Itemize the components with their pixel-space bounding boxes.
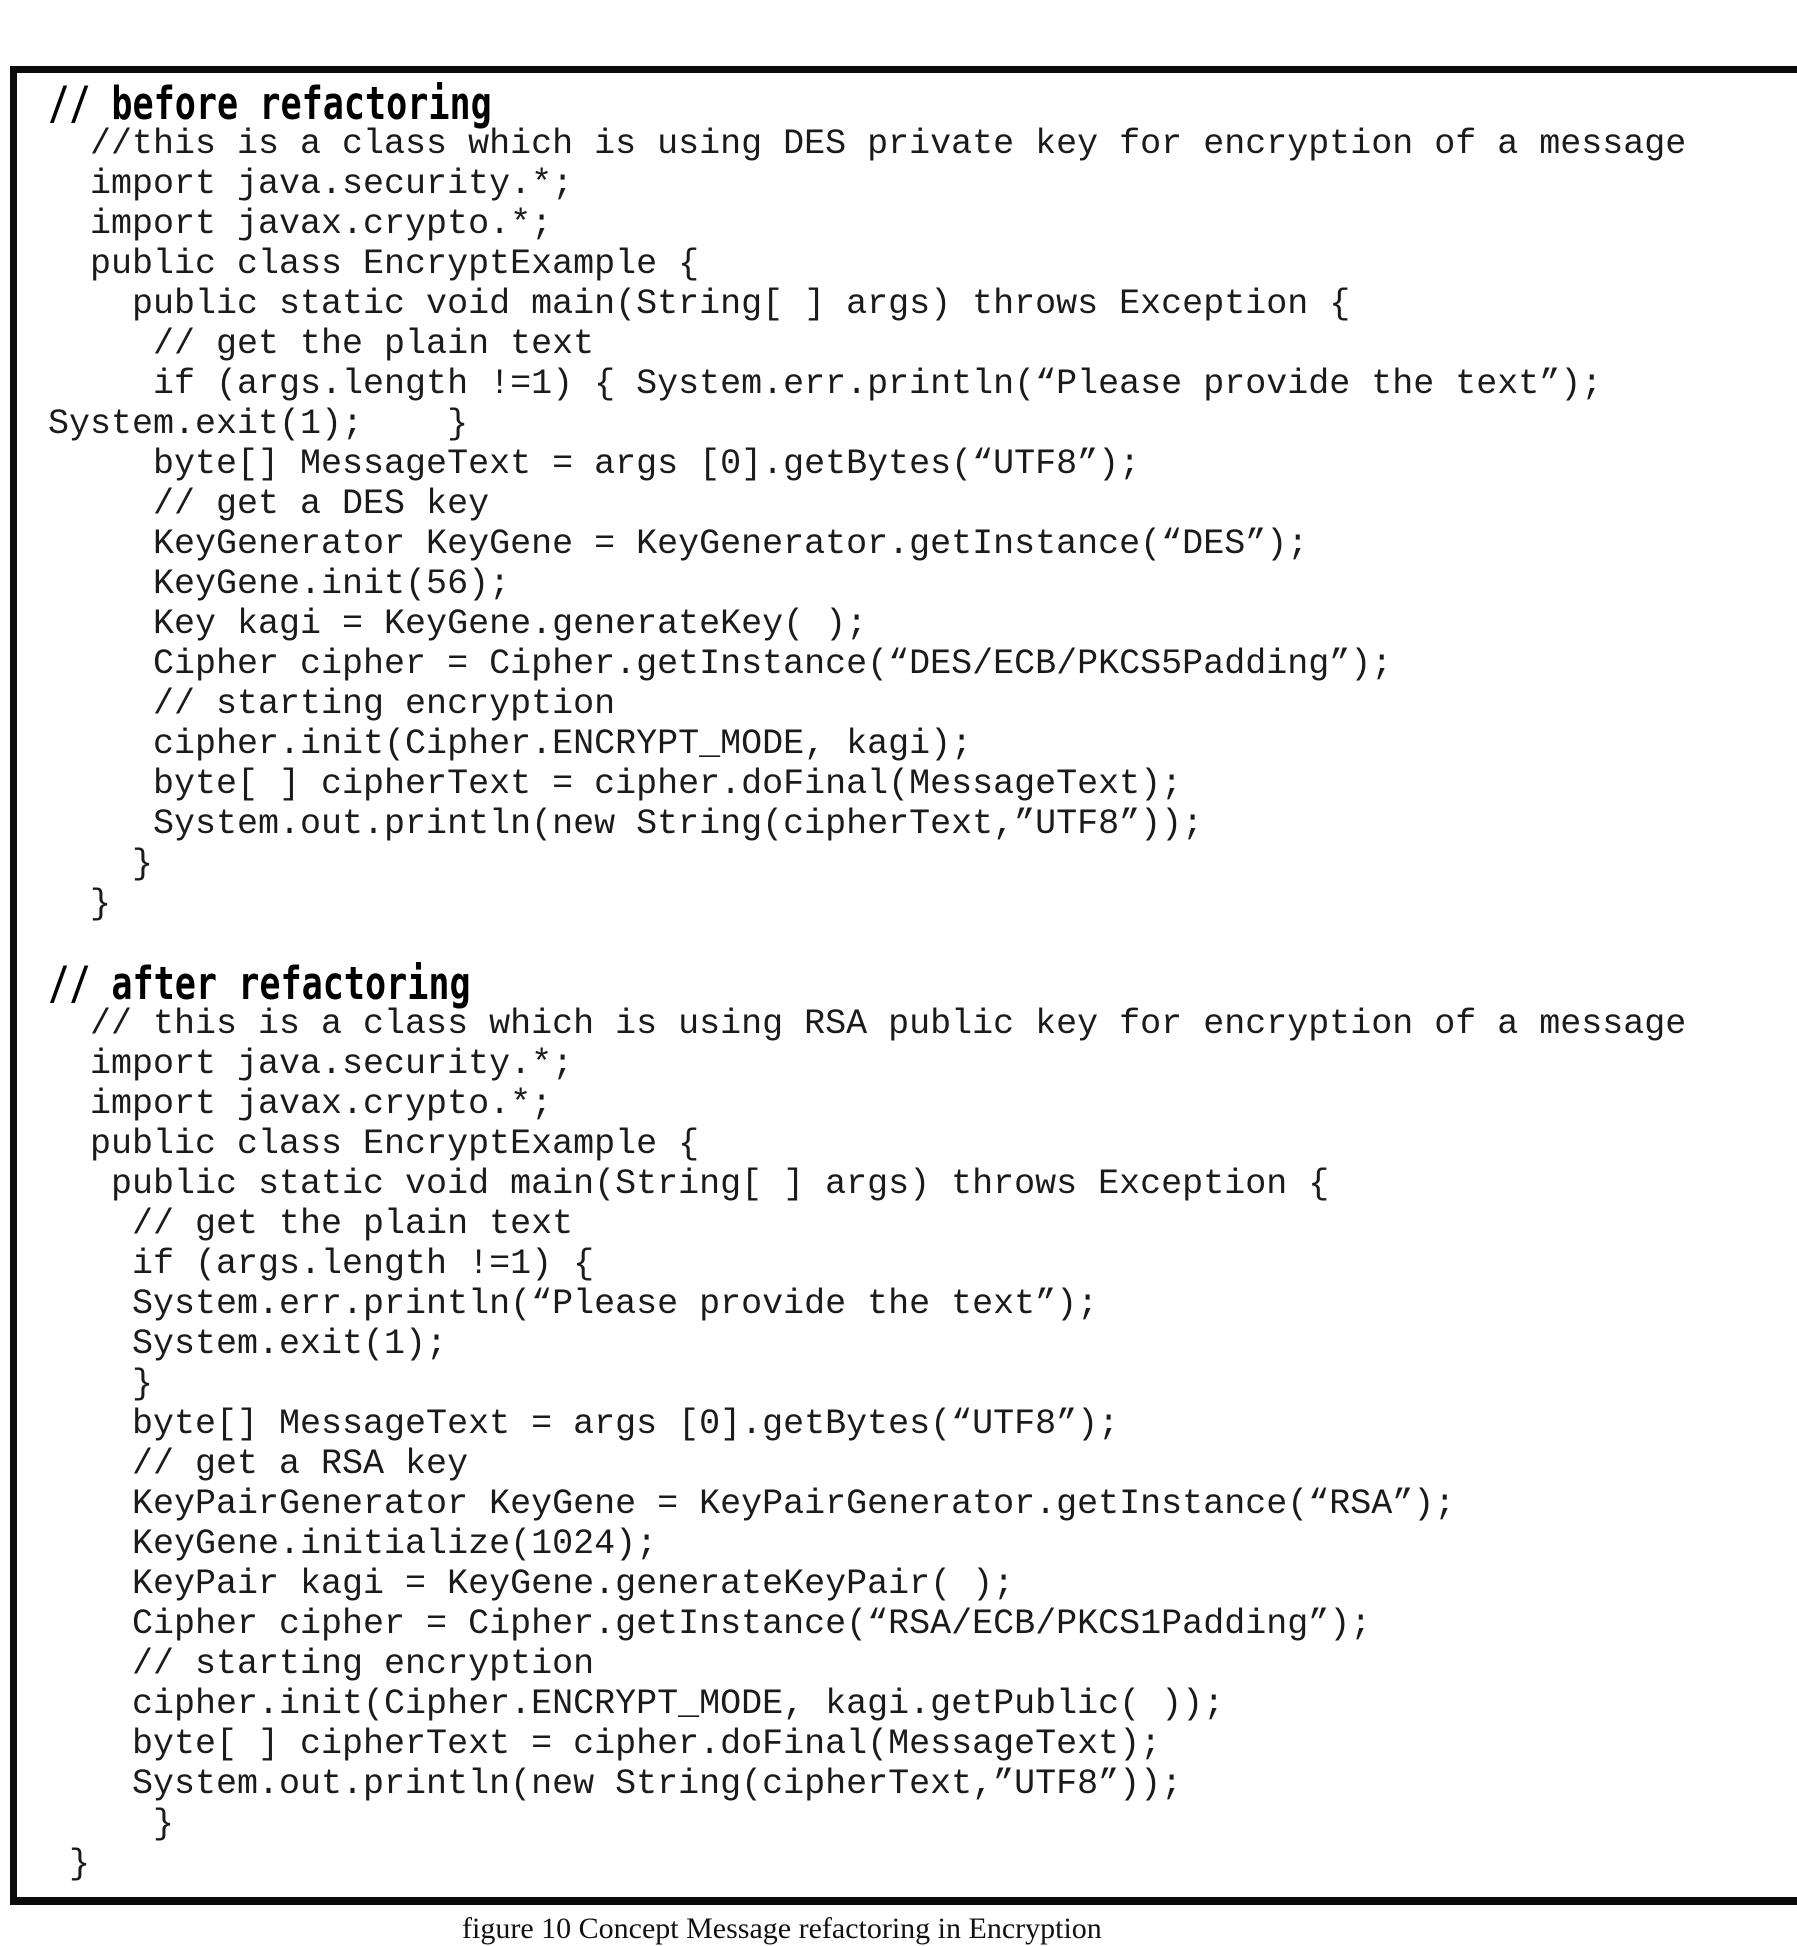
before-refactoring-header: // before refactoring <box>48 77 492 130</box>
code-line: System.exit(1); <box>48 1324 448 1364</box>
code-line: KeyGenerator KeyGene = KeyGenerator.getInstance(“DES”); <box>48 524 1309 564</box>
code-line: // get a DES key <box>48 484 490 524</box>
code-line: Cipher cipher = Cipher.getInstance(“DES/ECB/PKCS5Padding”); <box>48 644 1393 684</box>
after-code-block <box>48 1004 1686 1884</box>
code-line: KeyPair kagi = KeyGene.generateKeyPair( ); <box>48 1564 1015 1604</box>
code-line: // this is a class which is using RSA public key for encryption of a message <box>48 1004 1687 1044</box>
code-line: } <box>48 1844 91 1884</box>
code-line: System.exit(1); } <box>48 404 469 444</box>
code-line: } <box>48 1804 175 1844</box>
code-listing <box>48 77 1687 1884</box>
code-line: byte[ ] cipherText = cipher.doFinal(MessageText); <box>48 1724 1162 1764</box>
code-line: byte[] MessageText = args [0].getBytes(“UTF8”); <box>48 444 1141 484</box>
code-line: import java.security.*; <box>48 164 574 204</box>
code-line: public static void main(String[ ] args) throws Exception { <box>48 1164 1330 1204</box>
before-code-block <box>48 124 1686 924</box>
code-line: } <box>48 1364 154 1404</box>
code-line: KeyGene.init(56); <box>48 564 511 604</box>
code-line: byte[ ] cipherText = cipher.doFinal(MessageText); <box>48 764 1183 804</box>
code-line: import javax.crypto.*; <box>48 1084 553 1124</box>
code-line: KeyGene.initialize(1024); <box>48 1524 658 1564</box>
code-line: KeyPairGenerator KeyGene = KeyPairGenerator.getInstance(“RSA”); <box>48 1484 1456 1524</box>
code-line: // starting encryption <box>48 684 616 724</box>
code-line: Cipher cipher = Cipher.getInstance(“RSA/ECB/PKCS1Padding”); <box>48 1604 1372 1644</box>
code-line: System.out.println(new String(cipherText,”UTF8”)); <box>48 1764 1183 1804</box>
code-line: cipher.init(Cipher.ENCRYPT_MODE, kagi.getPublic( )); <box>48 1684 1225 1724</box>
code-line: // get the plain text <box>48 1204 574 1244</box>
code-line: public static void main(String[ ] args) throws Exception { <box>48 284 1351 324</box>
code-line: public class EncryptExample { <box>48 244 700 284</box>
code-line: Key kagi = KeyGene.generateKey( ); <box>48 604 868 644</box>
code-line: System.err.println(“Please provide the text”); <box>48 1284 1099 1324</box>
after-refactoring-header: // after refactoring <box>48 957 471 1010</box>
code-line: public class EncryptExample { <box>48 1124 700 1164</box>
code-line: //this is a class which is using DES private key for encryption of a message <box>48 124 1687 164</box>
code-line: if (args.length !=1) { <box>48 1244 595 1284</box>
code-line: byte[] MessageText = args [0].getBytes(“UTF8”); <box>48 1404 1120 1444</box>
code-line: } <box>48 884 112 924</box>
code-line: System.out.println(new String(cipherText,”UTF8”)); <box>48 804 1204 844</box>
code-line: if (args.length !=1) { System.err.println(“Please provide the text”); <box>48 364 1603 404</box>
code-line: // get a RSA key <box>48 1444 469 1484</box>
figure-caption: figure 10 Concept Message refactoring in Encryption <box>462 1912 1102 1945</box>
code-line: // starting encryption <box>48 1644 595 1684</box>
code-line: } <box>48 844 154 884</box>
code-line: import java.security.*; <box>48 1044 574 1084</box>
code-line: cipher.init(Cipher.ENCRYPT_MODE, kagi); <box>48 724 973 764</box>
code-line: import javax.crypto.*; <box>48 204 553 244</box>
code-line: // get the plain text <box>48 324 595 364</box>
